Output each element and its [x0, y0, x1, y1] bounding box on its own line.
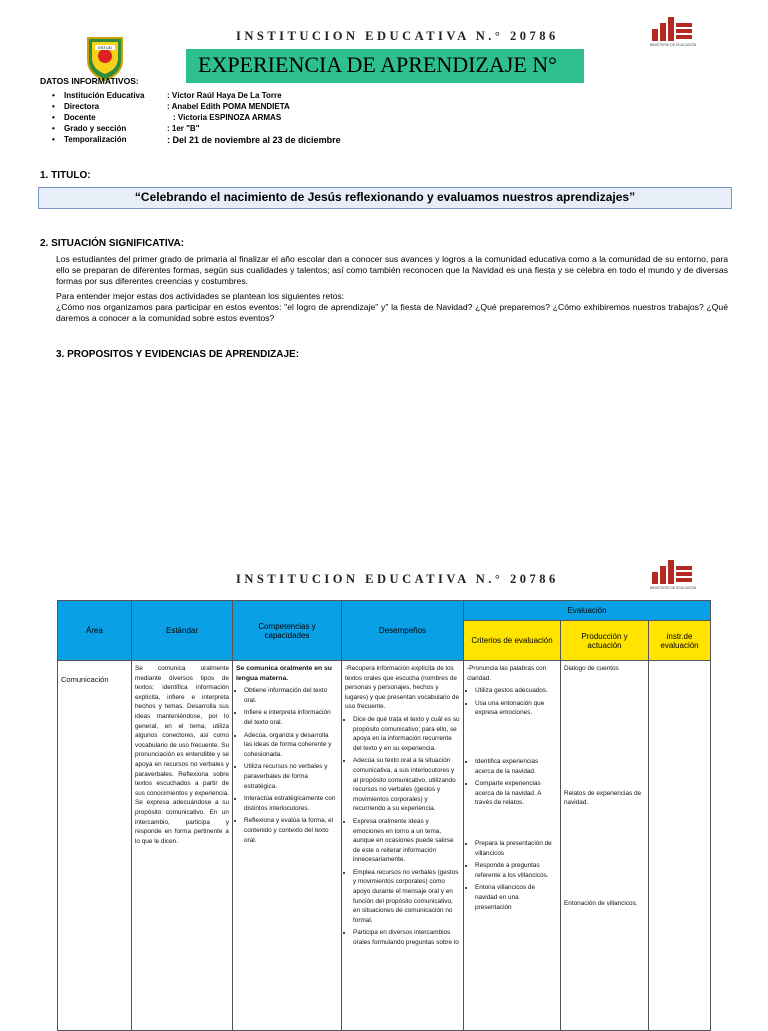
datos-value: : 1er "B": [167, 124, 200, 133]
header-area: Área: [58, 601, 132, 661]
ministry-logo-icon: [650, 15, 696, 49]
produccion-item: Relatos de experiencias de navidad.: [564, 789, 642, 807]
capacidad-item: • Obtiene información del texto oral.: [244, 686, 338, 705]
criterio-item: • Utiliza gestos adecuados.: [475, 686, 557, 696]
desempeno-item: • Expresa oralmente ideas y emociones en torno a un tema, aunque en ocasiones puede salirse de este o reiterar información innecesariamente.: [353, 817, 460, 865]
school-name-page-2: INSTITUCION EDUCATIVA N.° 20786: [236, 572, 559, 586]
criterio-item: • Entona villancicos de navidad en una presentación: [475, 883, 557, 912]
criterio-item: • Responde a preguntas referente a los villancicos.: [475, 861, 557, 880]
svg-text:MINISTERIO DE EDUCACIÓN: MINISTERIO DE EDUCACIÓN: [650, 586, 696, 590]
datos-key: • Directora: [64, 102, 99, 111]
header-criterios: Criterios de evaluación: [464, 621, 561, 661]
capacidad-item: • Interactúa estratégicamente con distintos interlocutores.: [244, 794, 338, 813]
datos-key: • Temporalización: [64, 135, 127, 144]
criterio-item: • Comparte experiencias acerca de la navidad. A través de relatos.: [475, 779, 557, 808]
capacidad-item: • Utiliza recursos no verbales y paraverbales de forma estratégica.: [244, 762, 338, 791]
cell-criterios: [464, 661, 561, 1031]
datos-key: • Institución Educativa: [64, 91, 144, 100]
header-estandar: Estándar: [132, 601, 233, 661]
svg-text:ESTUD: ESTUD: [98, 45, 112, 50]
datos-value: : Víctor Raúl Haya De La Torre: [167, 91, 282, 100]
criterio-item: • Identifica experiencias acerca de la navidad.: [475, 757, 557, 776]
datos-value: : Victoria ESPINOZA ARMAS: [173, 113, 282, 122]
svg-text:MINISTERIO DE EDUCACIÓN: MINISTERIO DE EDUCACIÓN: [650, 43, 696, 47]
desempeno-item: • Emplea recursos no verbales (gestos y movimientos corporales) como apoyo durante el mensaje oral y en función del propósito comunicativo, en situaciones de comunicación no formal.: [353, 868, 460, 926]
capacidad-item: • Infiere e interpreta información del texto oral.: [244, 708, 338, 727]
datos-key: • Grado y sección: [64, 124, 126, 133]
situation-challenges: ¿Cómo nos organizamos para participar en estos eventos: "el logro de aprendizaje" y" la fiesta de Navidad? ¿Qué preparemos? ¿Cómo exhibiremos nuestros trabajos? ¿Qué daremos a conocer a la comunidad sobre estos eventos?: [56, 302, 728, 323]
cell-instr: [649, 661, 711, 1031]
title-box: [38, 187, 732, 209]
datos-label: DATOS INFORMATIVOS:: [40, 76, 139, 86]
datos-value: : Anabel Edith POMA MENDIETA: [167, 102, 290, 111]
desempeno-item: • Adecúa su texto oral a la situación comunicativa, a sus interlocutores y al propósito comunicativo, utilizando recursos no verbales (gestos y movimientos corporales) y recurriendo a su experiencia.: [353, 756, 460, 814]
header-produccion: Producción y actuación: [561, 621, 649, 661]
experience-title: EXPERIENCIA DE APRENDIZAJE N°: [198, 52, 557, 77]
cell-competencias: [233, 661, 342, 1031]
header-desempenos: Desempeños: [342, 601, 464, 661]
school-name: INSTITUCION EDUCATIVA N.° 20786: [236, 29, 559, 43]
experience-main-title: “Celebrando el nacimiento de Jesús reflexionando y evaluamos nuestros aprendizajes”: [134, 190, 636, 204]
situation-paragraph: Los estudiantes del primer grado de primaria al finalizar el año escolar dan a conocer sus avances y logros a la comunidad educativa como a la comunidad de su entorno, para ello se preparan de diferentes formas, según sus cualidades y talentos; así como también reconocen que la Navidad es una fiesta y se celebra en todo el mundo y de diversas formas por sus diferentes creencias y costumbres.: [56, 254, 728, 286]
cell-area: Comunicación: [58, 661, 132, 1031]
criterio-item: • Usa una entonación que expresa emociones.: [475, 699, 557, 718]
header-competencias: Competencias y capacidades: [233, 601, 342, 661]
section-3-heading: 3. PROPOSITOS Y EVIDENCIAS DE APRENDIZAJE:: [56, 349, 300, 360]
header-instr: instr.de evaluación: [649, 621, 711, 661]
datos-key: • Docente: [64, 113, 96, 122]
desempeno-item: • Dice de qué trata el texto y cuál es su propósito comunicativo; para ello, se apoya en la información recurrente del texto y en su experiencia.: [353, 715, 460, 753]
ministry-logo-icon: [650, 558, 696, 592]
competencia-title: Se comunica oralmente en su lengua materna.: [236, 665, 332, 682]
experience-title-banner: [186, 49, 584, 83]
capacidad-item: • Reflexiona y evalúa la forma, el contenido y contexto del texto oral.: [244, 816, 338, 845]
school-crest-icon: [84, 34, 126, 82]
criterio-item: • Prepara la presentación de villancicos: [475, 839, 557, 858]
cell-produccion: [561, 661, 649, 1031]
cell-desempenos: [342, 661, 464, 1031]
situation-paragraph-2: Para entender mejor estas dos actividades se plantean los siguientes retos:: [56, 291, 345, 301]
desempeno-item: • Participa en diversos intercambios orales formulando preguntas sobre lo: [353, 928, 460, 947]
desempeno-intro: -Recupera información explícita de los textos orales que escucha (nombres de personas y personajes, hechos y lugares) y que presentan vocabulario de uso frecuente.: [345, 665, 460, 711]
capacidad-item: • Adecúa, organiza y desarrolla las ideas de forma coherente y cohesionada.: [244, 731, 338, 760]
criterio-intro: -Pronuncia las palabras con claridad.: [467, 665, 547, 682]
section-1-heading: 1. TITULO:: [40, 170, 91, 181]
section-2-heading: 2. SITUACIÓN SIGNIFICATIVA:: [40, 238, 185, 249]
datos-value: : Del 21 de noviembre al 23 de diciembre: [167, 135, 341, 145]
evaluation-table: [57, 600, 711, 1031]
produccion-item: Entonación de villancicos.: [564, 899, 638, 907]
cell-estandar: Se comunica oralmente mediante diversos tipos de textos; identifica información explícita, infiere e interpreta hechos y temas. Desarrolla sus ideas manteniéndose, por lo general, en el tema; utiliza algunos conectores, así como vocabulario de uso frecuente. Su pronunciación es entendible y se apoya en recursos no verbales y paraverbales. Reflexiona sobre textos escuchados a partir de sus conocimientos y experiencia. Se expresa adecuándose a su propósito comunicativo. En un intercambio, participa y responde en forma pertinente a lo que le dicen.: [132, 661, 233, 1031]
header-evaluacion: Evaluación: [464, 601, 711, 621]
produccion-item: Dialogo de cuentos: [564, 665, 619, 672]
